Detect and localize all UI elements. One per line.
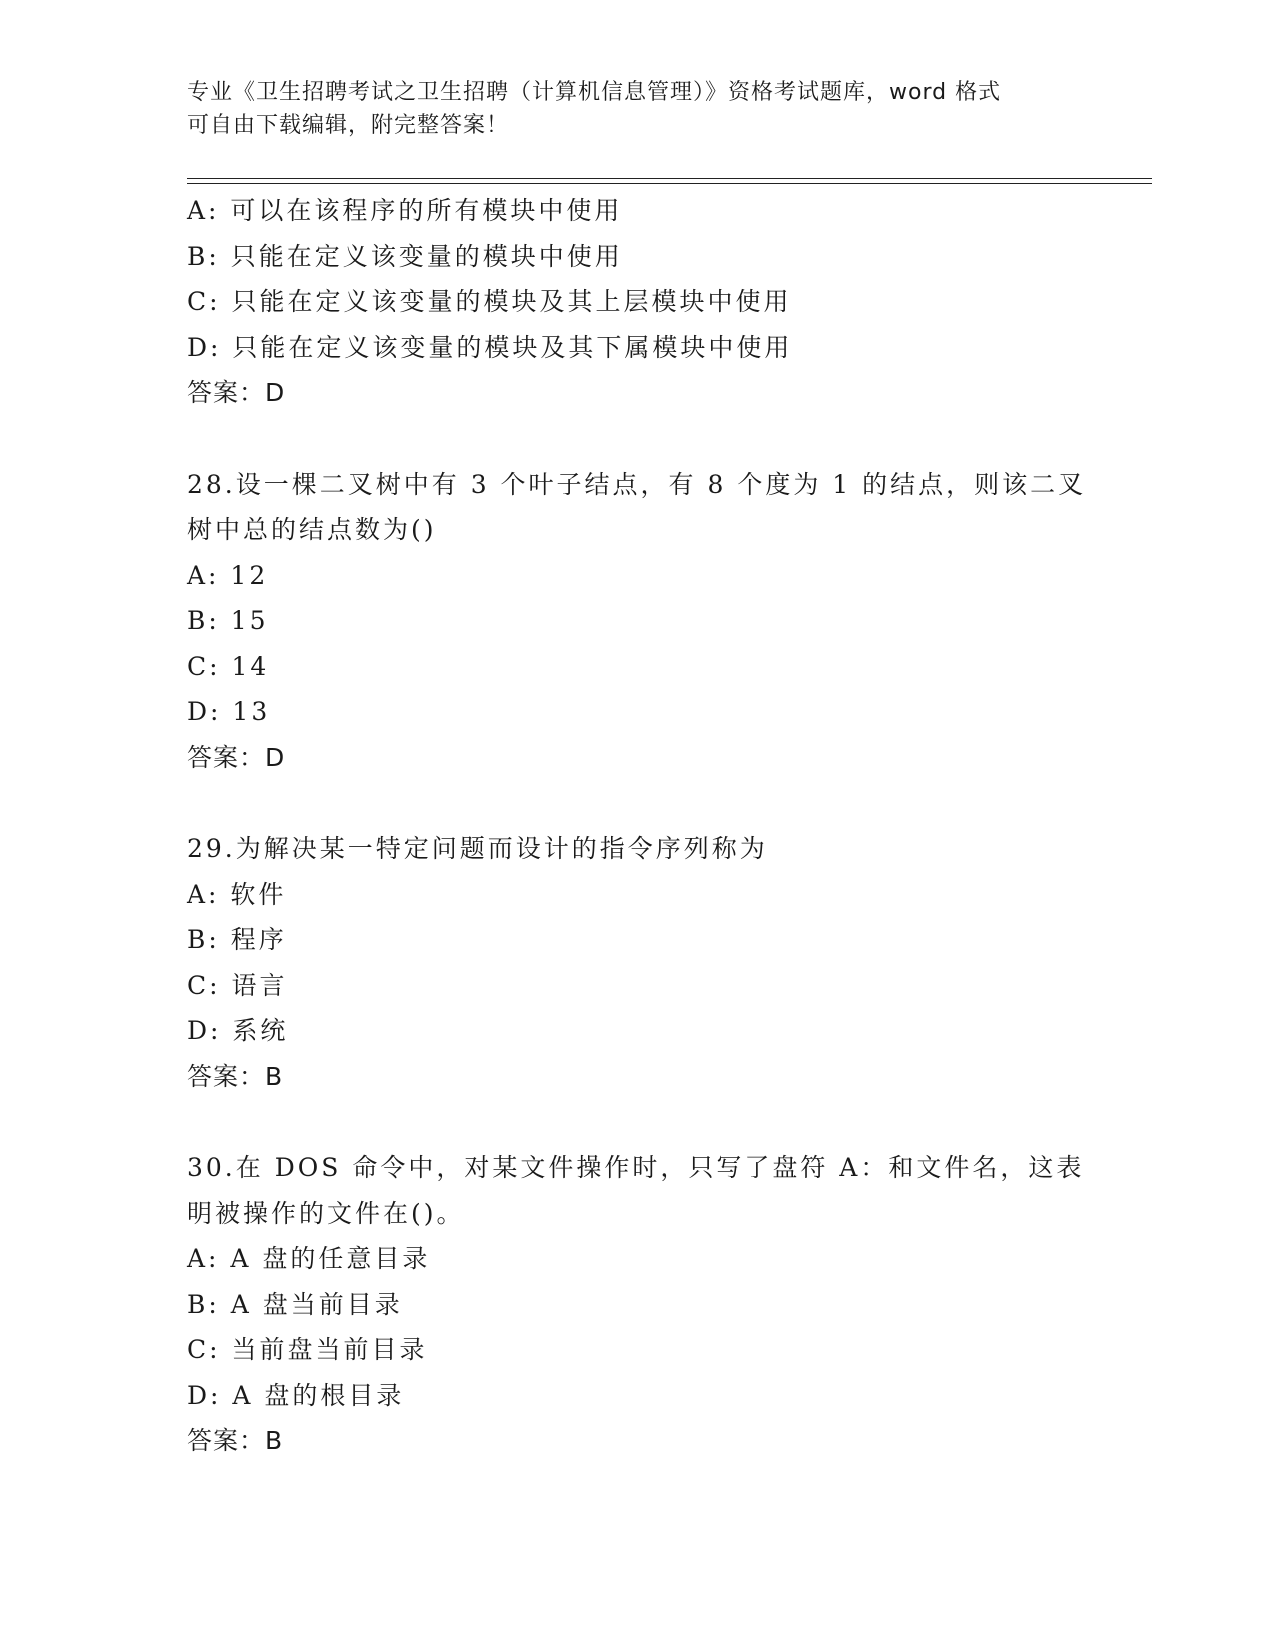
option-d: D: A 盘的根目录 [187,1380,405,1410]
option-d: D: 只能在定义该变量的模块及其下属模块中使用 [187,332,793,362]
option-c: C: 当前盘当前目录 [187,1335,428,1364]
answer-line: 答案：D [187,378,286,407]
option-b: B: 程序 [187,925,287,954]
spacer [187,780,1087,826]
header-line-2: 可自由下载编辑，附完整答案！ [187,113,510,138]
answer-line: 答案：B [187,1061,284,1091]
option-c: C: 14 [187,651,270,681]
spacer [187,416,1087,462]
option-a: A: 软件 [187,879,287,909]
header-divider-top [187,178,1152,179]
option-a: A: A 盘的任意目录 [187,1244,431,1273]
question-text-line-2: 树中总的结点数为() [187,515,437,544]
question-28 [187,462,1087,781]
option-a: A: 12 [187,560,269,590]
question-text-line-2: 明被操作的文件在()。 [187,1198,465,1228]
question-list [187,188,1087,1464]
header-line-1: 专业《卫生招聘考试之卫生招聘（计算机信息管理）》资格考试题库，word 格式 [187,80,1002,105]
option-b: B: 15 [187,606,269,635]
option-a: A: 可以在该程序的所有模块中使用 [187,196,623,225]
question-text-line-1: 28.设一棵二叉树中有 3 个叶子结点，有 8 个度为 1 的结点，则该二叉 [187,469,1087,499]
option-d: D: 系统 [187,1016,289,1045]
question-text-line-1: 30.在 DOS 命令中，对某文件操作时，只写了盘符 A：和文件名，这表 [187,1153,1085,1182]
spacer [187,1099,1087,1145]
document-header [187,76,1087,142]
option-c: C: 语言 [187,970,288,1000]
option-b: B: 只能在定义该变量的模块中使用 [187,241,623,271]
answer-line: 答案：B [187,1426,284,1455]
header-divider-bottom [187,183,1152,184]
question-27 [187,188,1087,416]
option-b: B: A 盘当前目录 [187,1289,403,1319]
question-30 [187,1145,1087,1464]
answer-line: 答案：D [187,742,286,772]
option-d: D: 13 [187,697,271,726]
question-text-line-1: 29.为解决某一特定问题而设计的指令序列称为 [187,834,768,863]
question-29 [187,826,1087,1099]
option-c: C: 只能在定义该变量的模块及其上层模块中使用 [187,287,792,316]
